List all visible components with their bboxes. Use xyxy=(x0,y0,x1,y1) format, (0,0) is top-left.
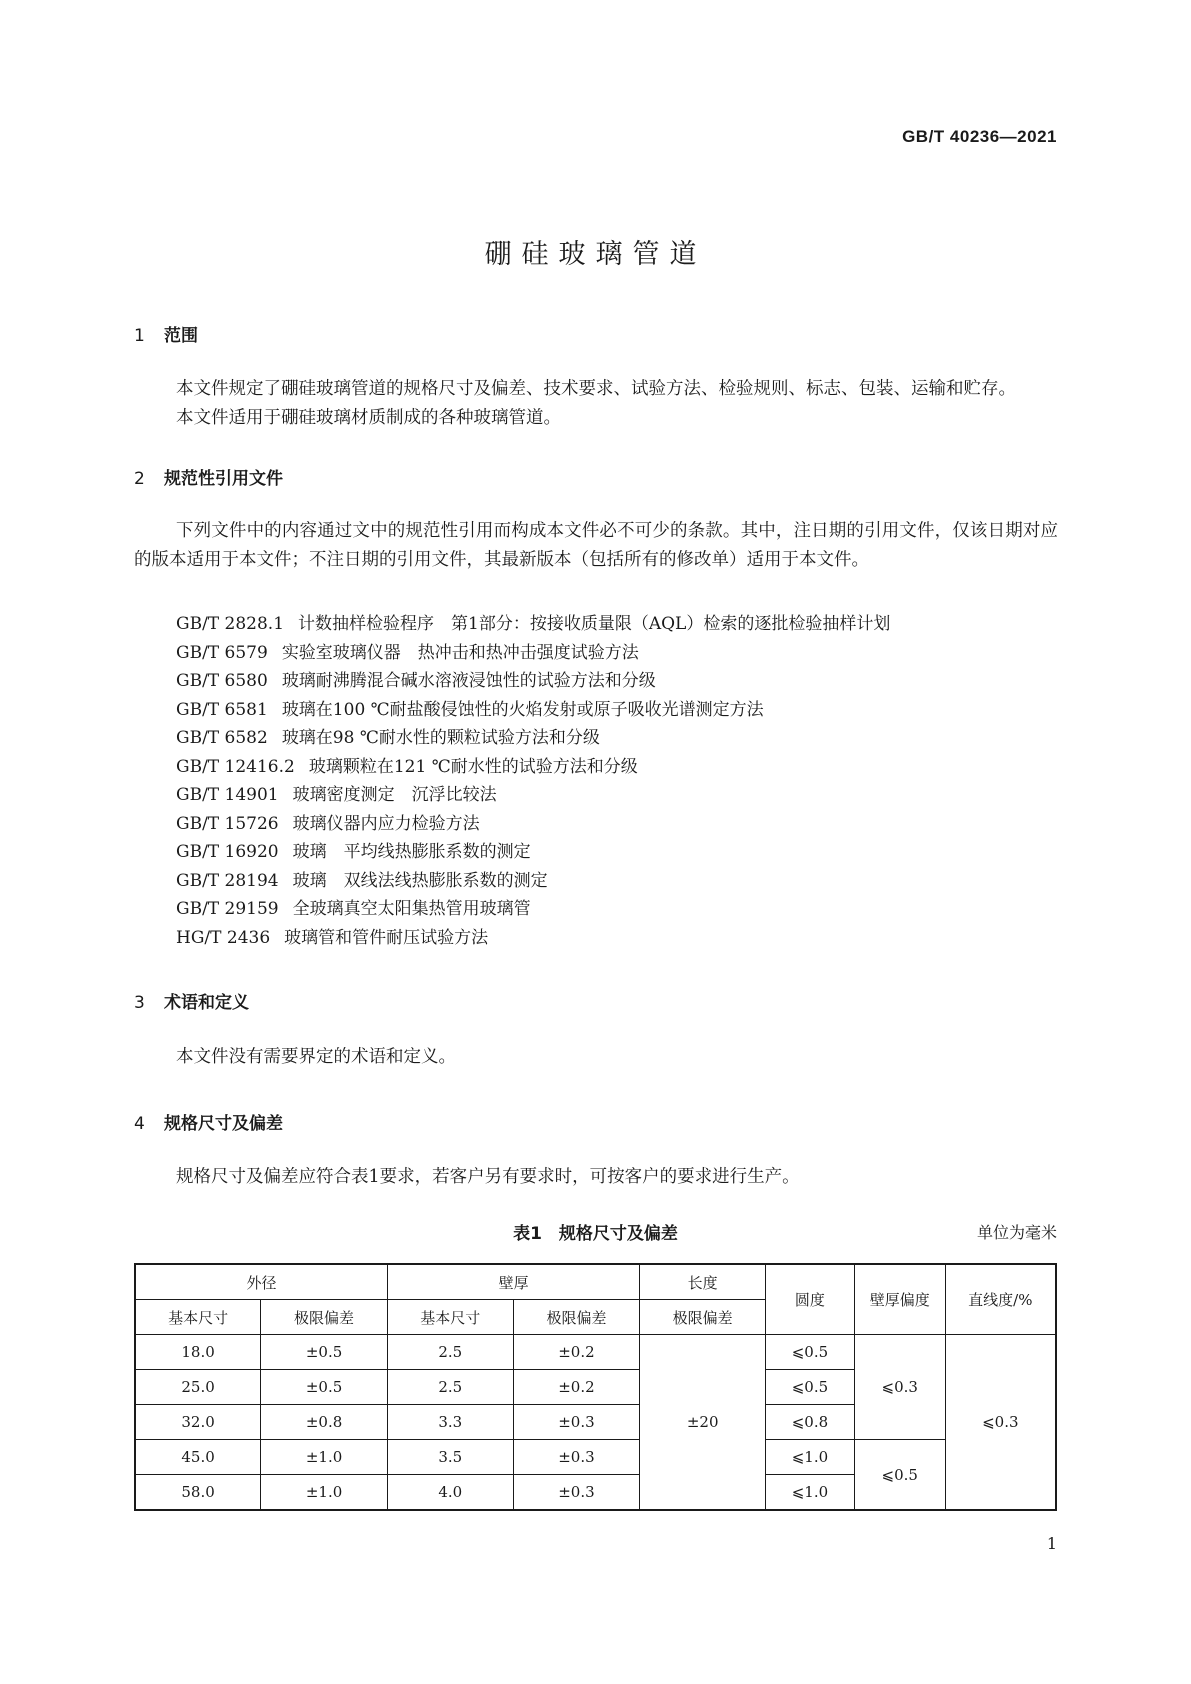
table-row xyxy=(135,1335,1056,1370)
reference-item xyxy=(176,781,890,810)
reference-title: 玻璃仪器内应力检验方法 xyxy=(292,813,480,834)
table-cell: 58.0 xyxy=(135,1475,261,1511)
header-cell: 圆度 xyxy=(766,1264,855,1335)
table-cell: ⩽0.3 xyxy=(945,1335,1056,1511)
section-2-intro xyxy=(134,517,1058,575)
normative-reference-list xyxy=(176,610,890,952)
header-cell: 极限偏差 xyxy=(513,1300,640,1335)
table-cell: ±0.5 xyxy=(261,1335,388,1370)
header-cell: 基本尺寸 xyxy=(387,1300,513,1335)
table-cell: ⩽0.5 xyxy=(766,1335,855,1370)
table-cell: ±0.5 xyxy=(261,1370,388,1405)
reference-title: 全玻璃真空太阳集热管用玻璃管 xyxy=(292,899,531,919)
reference-item xyxy=(176,724,890,753)
reference-title: 实验室玻璃仪器 热冲击和热冲击强度试验方法 xyxy=(281,642,639,663)
table-cell: 3.3 xyxy=(387,1405,513,1440)
reference-code: GB/T 16920 xyxy=(176,842,279,862)
reference-title: 玻璃耐沸腾混合碱水溶液浸蚀性的试验方法和分级 xyxy=(281,671,656,691)
reference-title: 玻璃颗粒在121 ℃耐水性的试验方法和分级 xyxy=(308,756,638,777)
table-cell: ±0.8 xyxy=(261,1405,388,1440)
reference-title: 玻璃管和管件耐压试验方法 xyxy=(284,927,489,948)
section-number: 4 xyxy=(134,1114,145,1134)
header-cell: 壁厚偏度 xyxy=(854,1264,945,1335)
section-4-body xyxy=(134,1163,1058,1192)
table-header-row xyxy=(135,1264,1056,1300)
reference-code: GB/T 6582 xyxy=(176,728,268,748)
table-caption: 表1 规格尺寸及偏差 xyxy=(513,1224,678,1244)
table-cell: ⩽0.3 xyxy=(854,1335,945,1440)
section-4-heading xyxy=(134,1109,283,1134)
reference-item xyxy=(176,867,890,896)
paragraph: 规格尺寸及偏差应符合表1要求，若客户另有要求时，可按客户的要求进行生产。 xyxy=(176,1167,800,1187)
table-cell: ⩽1.0 xyxy=(766,1475,855,1511)
reference-title: 玻璃在100 ℃耐盐酸侵蚀性的火焰发射或原子吸收光谱测定方法 xyxy=(281,699,764,720)
table-row xyxy=(135,1440,1056,1475)
table-cell: ±20 xyxy=(640,1335,766,1511)
reference-code: GB/T 15726 xyxy=(176,813,279,834)
table-cell: 18.0 xyxy=(135,1335,261,1370)
reference-code: GB/T 6579 xyxy=(176,642,268,663)
reference-title: 计数抽样检验程序 第1部分：按接收质量限（AQL）检索的逐批检验抽样计划 xyxy=(298,614,891,634)
paragraph: 本文件规定了硼硅玻璃管道的规格尺寸及偏差、技术要求、试验方法、检验规则、标志、包装、运输和贮存。 xyxy=(176,379,1016,399)
reference-item xyxy=(176,924,890,953)
table-cell: 45.0 xyxy=(135,1440,261,1475)
header-cell: 极限偏差 xyxy=(261,1300,388,1335)
reference-code: GB/T 6580 xyxy=(176,671,268,691)
table-cell: ±1.0 xyxy=(261,1475,388,1511)
table-cell: ±1.0 xyxy=(261,1440,388,1475)
reference-item xyxy=(176,639,890,668)
document-title: 硼硅玻璃管道 xyxy=(484,239,707,270)
paragraph: 本文件适用于硼硅玻璃材质制成的各种玻璃管道。 xyxy=(176,408,561,428)
reference-code: HG/T 2436 xyxy=(176,927,271,948)
table-cell: ±0.3 xyxy=(513,1440,640,1475)
reference-code: GB/T 29159 xyxy=(176,899,279,919)
page-number: 1 xyxy=(1046,1534,1057,1553)
reference-code: GB/T 6581 xyxy=(176,699,268,720)
section-number: 3 xyxy=(134,993,145,1013)
standard-number: GB/T 40236—2021 xyxy=(902,127,1057,146)
table-cell: ±0.3 xyxy=(513,1475,640,1511)
header-cell: 基本尺寸 xyxy=(135,1300,261,1335)
reference-code: GB/T 12416.2 xyxy=(176,756,295,777)
spec-table xyxy=(134,1263,1057,1511)
paragraph: 本文件没有需要界定的术语和定义。 xyxy=(176,1047,456,1067)
section-1-heading xyxy=(134,321,198,346)
table-cell: ±0.2 xyxy=(513,1370,640,1405)
table-cell: 32.0 xyxy=(135,1405,261,1440)
section-title: 术语和定义 xyxy=(164,993,249,1013)
reference-item xyxy=(176,610,890,639)
table-cell: ⩽0.8 xyxy=(766,1405,855,1440)
reference-code: GB/T 2828.1 xyxy=(176,614,285,634)
reference-title: 玻璃 平均线热膨胀系数的测定 xyxy=(292,842,531,862)
header-cell: 长度 xyxy=(640,1264,766,1300)
reference-item xyxy=(176,810,890,839)
section-3-heading xyxy=(134,988,249,1013)
table-cell: ±0.3 xyxy=(513,1405,640,1440)
header-cell: 外径 xyxy=(135,1264,387,1300)
section-3-body xyxy=(134,1043,1058,1072)
section-1-body xyxy=(134,375,1058,433)
section-title: 规格尺寸及偏差 xyxy=(164,1114,283,1134)
table-unit: 单位为毫米 xyxy=(976,1223,1057,1242)
table-cell: 3.5 xyxy=(387,1440,513,1475)
section-number: 1 xyxy=(134,326,145,346)
reference-code: GB/T 14901 xyxy=(176,785,279,805)
section-number: 2 xyxy=(134,469,145,489)
table-cell: 25.0 xyxy=(135,1370,261,1405)
reference-item xyxy=(176,696,890,725)
section-2-heading xyxy=(134,464,283,489)
reference-item xyxy=(176,667,890,696)
reference-item xyxy=(176,895,890,924)
paragraph: 下列文件中的内容通过文中的规范性引用而构成本文件必不可少的条款。其中，注日期的引用文件，仅该日期对应的版本适用于本文件；不注日期的引用文件，其最新版本（包括所有的修改单）适用于本文件。 xyxy=(134,521,1058,570)
reference-item xyxy=(176,753,890,782)
table-cell: 2.5 xyxy=(387,1335,513,1370)
table-cell: ⩽0.5 xyxy=(854,1440,945,1511)
table-cell: ⩽1.0 xyxy=(766,1440,855,1475)
table-cell: 4.0 xyxy=(387,1475,513,1511)
reference-item xyxy=(176,838,890,867)
header-cell: 直线度/% xyxy=(945,1264,1056,1335)
section-title: 范围 xyxy=(164,326,198,346)
section-title: 规范性引用文件 xyxy=(164,469,283,489)
reference-title: 玻璃在98 ℃耐水性的颗粒试验方法和分级 xyxy=(281,728,600,748)
table-cell: ±0.2 xyxy=(513,1335,640,1370)
table-cell: ⩽0.5 xyxy=(766,1370,855,1405)
table-cell: 2.5 xyxy=(387,1370,513,1405)
header-cell: 极限偏差 xyxy=(640,1300,766,1335)
reference-title: 玻璃密度测定 沉浮比较法 xyxy=(292,785,497,805)
reference-title: 玻璃 双线法线热膨胀系数的测定 xyxy=(292,870,548,891)
header-cell: 壁厚 xyxy=(387,1264,639,1300)
reference-code: GB/T 28194 xyxy=(176,870,279,891)
